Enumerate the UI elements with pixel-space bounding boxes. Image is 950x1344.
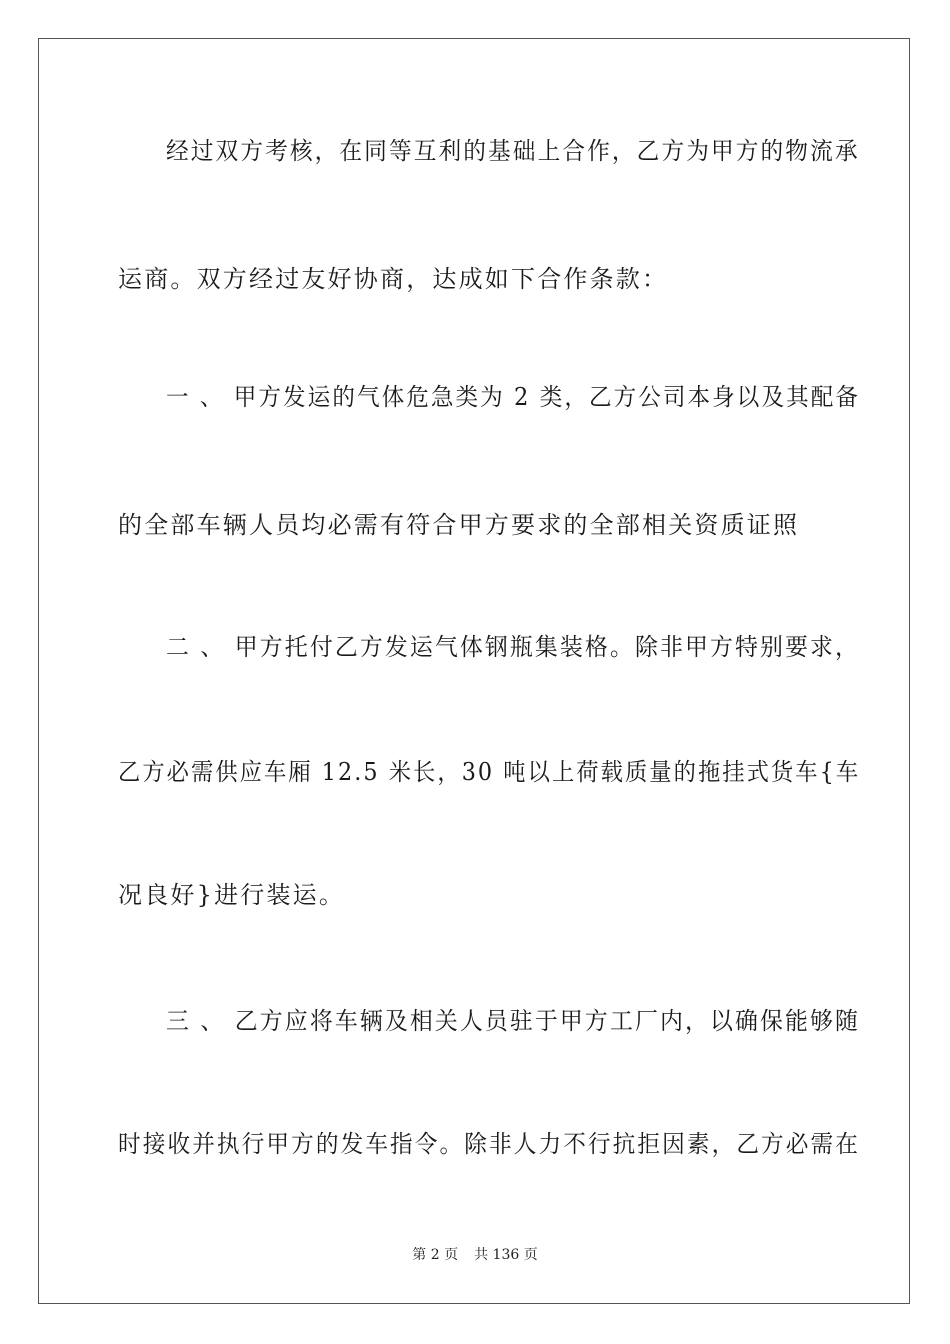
- page-footer: [0, 1246, 950, 1264]
- page-number: 第 2 页: [412, 1247, 459, 1263]
- total-pages: 共 136 页: [474, 1247, 538, 1263]
- text-line-2: 运商。双方经过友好协商，达成如下合作条款：: [118, 265, 669, 293]
- text-line-4: 的全部车辆人员均必需有符合甲方要求的全部相关资质证照: [118, 511, 800, 539]
- text-line-3: 一 、 甲方发运的气体危急类为 2 类，乙方公司本身以及其配备: [166, 383, 861, 411]
- text-line-1: 经过双方考核，在同等互利的基础上合作，乙方为甲方的物流承: [166, 137, 860, 165]
- text-line-9: 时接收并执行甲方的发车指令。除非人力不行抗拒因素，乙方必需在: [118, 1130, 860, 1158]
- text-line-8: 三 、 乙方应将车辆及相关人员驻于甲方工厂内，以确保能够随: [166, 1007, 861, 1035]
- page-border: [38, 38, 910, 1304]
- text-line-7: 况良好}进行装运。: [118, 881, 346, 909]
- text-line-5: 二 、 甲方托付乙方发运气体钢瓶集装格。除非甲方特别要求，: [166, 633, 861, 661]
- text-line-6: 乙方必需供应车厢 12.5 米长，30 吨以上荷载质量的拖挂式货车{车: [118, 758, 861, 786]
